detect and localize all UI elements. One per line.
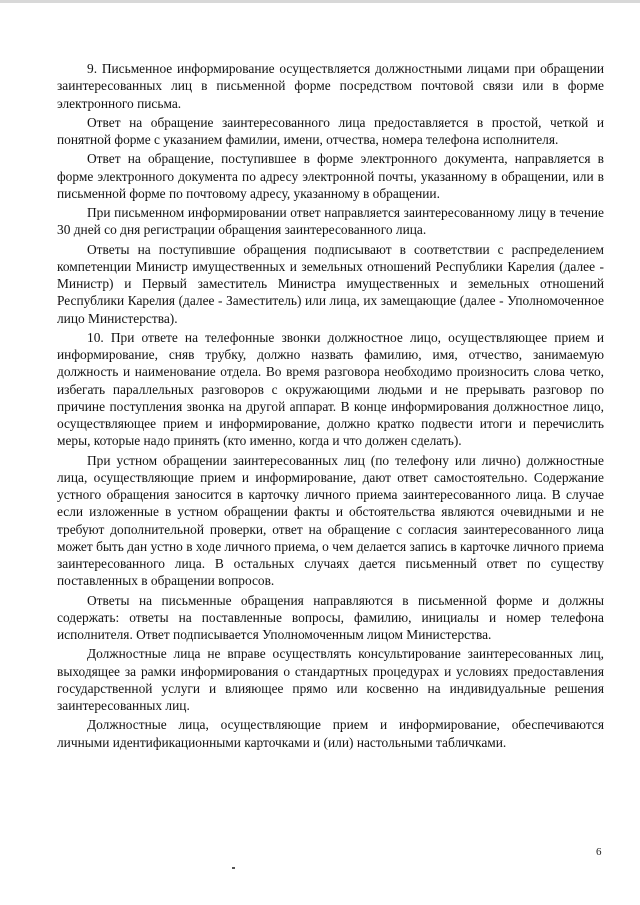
paragraph-oral-requests: При устном обращении заинтересованных лиц (по телефону или лично) должностные лица, осуществляющие прием и информирование, дают ответ самостоятельно. Содержание устного обращения заносится в карточку личного приема заинтересованного лица. В случае если изложенные в устном обращении факты и обстоятельства являются очевидными и не требуют дополнительной проверки, ответ на обращение с согласия заинтересованного лица может быть дан устно в ходе личного приема, о чем делается запись в карточке личного приема заинтересованного лица. В остальных случаях дается письменный ответ по существу поставленных в обращении вопросов. (57, 452, 604, 589)
paragraph-electronic-response: Ответ на обращение, поступившее в форме электронного документа, направляется в форме электронного документа по адресу электронной почты, указанному в обращении, или в письменной форме по почтовому адресу, указанному в обращении. (57, 151, 604, 201)
paragraph-9-written-info: 9. Письменное информирование осуществляется должностными лицами при обращении заинтересованных лиц в письменной форме посредством почтовой связи или в форме электронного письма. (57, 61, 604, 111)
document-body (57, 60, 604, 753)
scan-speck (232, 867, 235, 869)
paragraph-response-deadline: При письменном информировании ответ направляется заинтересованному лицу в течение 30 дней со дня регистрации обращения заинтересованного лица. (57, 205, 604, 238)
paragraph-consulting-limits: Должностные лица не вправе осуществлять консультирование заинтересованных лиц, выходящее за рамки информирования о стандартных процедурах и условиях предоставления государственной услуги и влияющее прямо или косвенно на индивидуальные решения заинтересованных лиц. (57, 646, 604, 713)
scan-edge-rule (0, 0, 640, 3)
paragraph-id-cards: Должностные лица, осуществляющие прием и информирование, обеспечиваются личными идентификационными карточками и (или) настольными табличками. (57, 717, 604, 750)
page-number: 6 (596, 846, 602, 858)
paragraph-signatories: Ответы на поступившие обращения подписывают в соответствии с распределением компетенции Министр имущественных и земельных отношений Республики Карелия (далее - Министр) и Первый заместитель Министра имущественных и земельных отношений Республики Карелия (далее - Заместитель) или лица, их замещающие (далее - Уполномоченное лицо Министерства). (57, 241, 604, 326)
paragraph-10-phone-calls: 10. При ответе на телефонные звонки должностное лицо, осуществляющее прием и информирование, сняв трубку, должно назвать фамилию, имя, отчество, занимаемую должность и наименование отдела. Во время разговора необходимо произносить слова четко, избегать параллельных разговоров с окружающими людьми и не прерывать разговор по причине поступления звонка на другой аппарат. В конце информирования должностное лицо, осуществляющее прием и информирование, должно кратко подвести итоги и перечислить меры, которые надо принять (кто именно, когда и что должен сделать). (57, 329, 604, 449)
paragraph-response-form: Ответ на обращение заинтересованного лица предоставляется в простой, четкой и понятной форме с указанием фамилии, имени, отчества, номера телефона исполнителя. (57, 114, 604, 147)
paragraph-written-answers: Ответы на письменные обращения направляются в письменной форме и должны содержать: ответы на поставленные вопросы, фамилию, инициалы и номер телефона исполнителя. Ответ подписывается Уполномоченным лицом Министерства. (57, 592, 604, 642)
